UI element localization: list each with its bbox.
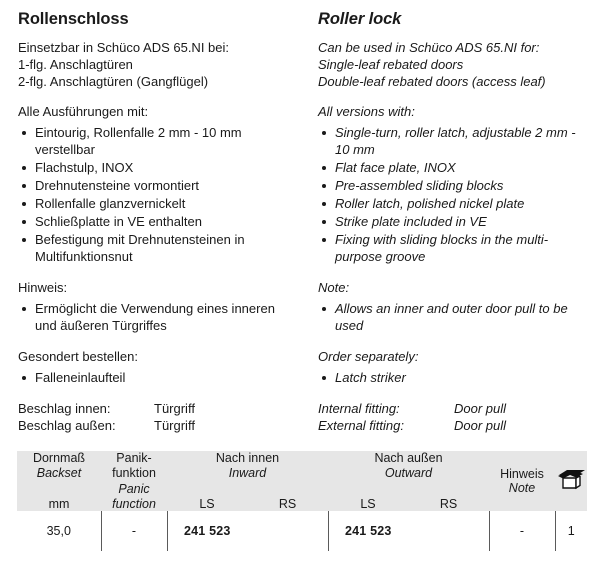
versions-list-de — [18, 124, 292, 265]
col-header-inward-rs: RS — [278, 496, 297, 511]
table-header — [17, 451, 587, 511]
order-list-de — [18, 369, 292, 386]
intro-line-de-1: Einsetzbar in Schüco ADS 65.NI bei: — [18, 40, 230, 56]
fitting-label: Beschlag innen: — [18, 401, 111, 417]
cell-backset: 35,0 — [17, 511, 101, 551]
col-header-outward-en: Outward — [384, 465, 433, 480]
note-label-de: Hinweis: — [18, 280, 68, 296]
intro-line-en-2: Single-leaf rebated doors — [318, 57, 464, 73]
table-row — [17, 511, 587, 551]
col-header-panic-function — [101, 451, 167, 511]
cell-outward-ls: 241 523 — [328, 511, 408, 551]
english-column — [300, 0, 600, 434]
page-title-de: Rollenschloss — [18, 10, 129, 28]
order-number-table — [17, 451, 587, 551]
table-header-row — [17, 451, 587, 511]
list-item: Flachstulp, INOX — [18, 159, 292, 176]
note-list-en — [318, 300, 592, 334]
list-item: Pre-assembled sliding blocks — [318, 177, 592, 194]
col-header-panic-de-1: Panik- — [116, 451, 152, 465]
col-header-note-en: Note — [508, 481, 536, 495]
cell-panic: - — [101, 511, 167, 551]
order-label-de: Gesondert bestellen: — [18, 349, 138, 365]
cell-outward-rs — [408, 511, 489, 551]
list-item: Ermöglicht die Verwendung eines inneren und äußeren Türgriffes — [18, 300, 292, 334]
col-header-backset-unit: mm — [48, 496, 70, 511]
fitting-label: External fitting: — [318, 418, 404, 434]
fitting-row-external-en — [318, 417, 592, 434]
order-list-en — [318, 369, 592, 386]
col-header-backset-en: Backset — [36, 465, 82, 480]
col-header-outward-ls: LS — [360, 496, 376, 511]
col-header-inward-en: Inward — [228, 465, 267, 480]
list-item: Flat face plate, INOX — [318, 159, 592, 176]
list-item: Rollenfalle glanzvernickelt — [18, 195, 292, 212]
col-header-panic-en-2: function — [112, 496, 156, 511]
intro-line-en-1: Can be used in Schüco ADS 65.NI for: — [318, 40, 540, 56]
cell-note: - — [489, 511, 555, 551]
list-item: Fixing with sliding blocks in the multi-purpose groove — [318, 231, 592, 265]
fitting-row-external-de — [18, 417, 292, 434]
fittings-de — [18, 400, 292, 434]
col-header-note — [489, 451, 555, 511]
col-header-backset — [17, 451, 101, 511]
fitting-label: Beschlag außen: — [18, 418, 116, 434]
cell-packaging: 1 — [555, 511, 587, 551]
table-body — [17, 511, 587, 551]
list-item: Falleneinlaufteil — [18, 369, 292, 386]
open-box-icon — [556, 467, 586, 495]
list-item: Drehnutensteine vormontiert — [18, 177, 292, 194]
col-header-outward — [328, 451, 489, 511]
versions-list-en — [318, 124, 592, 265]
list-item: Allows an inner and outer door pull to be used — [318, 300, 592, 334]
list-item: Roller latch, polished nickel plate — [318, 195, 592, 212]
list-item: Latch striker — [318, 369, 592, 386]
fitting-value: Türgriff — [154, 418, 195, 434]
fitting-value: Door pull — [454, 418, 507, 434]
note-label-en: Note: — [318, 280, 350, 296]
cell-inward-ls: 241 523 — [167, 511, 247, 551]
fitting-row-internal-en — [318, 400, 592, 417]
col-header-inward — [167, 451, 328, 511]
col-header-packaging — [555, 451, 587, 511]
fitting-value: Door pull — [454, 401, 507, 417]
list-item: Schließplatte in VE enthalten — [18, 213, 292, 230]
intro-line-en-3: Double-leaf rebated doors (access leaf) — [318, 74, 546, 90]
intro-line-de-2: 1-flg. Anschlagtüren — [18, 57, 133, 73]
col-header-panic-en-1: Panic — [118, 482, 150, 496]
versions-label-de: Alle Ausführungen mit: — [18, 104, 149, 120]
list-item: Single-turn, roller latch, adjustable 2 mm - 10 mm — [318, 124, 592, 158]
intro-en — [318, 39, 592, 90]
intro-de — [18, 39, 292, 90]
list-item: Eintourig, Rollenfalle 2 mm - 10 mm verstellbar — [18, 124, 292, 158]
fittings-en — [318, 400, 592, 434]
fitting-value: Türgriff — [154, 401, 195, 417]
col-header-note-de: Hinweis — [500, 466, 544, 481]
col-header-outward-rs: RS — [439, 496, 458, 511]
order-number-table-wrapper — [17, 451, 587, 551]
fitting-row-internal-de — [18, 400, 292, 417]
german-column — [0, 0, 300, 434]
col-header-backset-de: Dornmaß — [32, 451, 86, 465]
fitting-label: Internal fitting: — [318, 401, 400, 417]
versions-label-en: All versions with: — [318, 104, 415, 120]
col-header-inward-de: Nach innen — [215, 451, 280, 465]
list-item: Strike plate included in VE — [318, 213, 592, 230]
intro-line-de-3: 2-flg. Anschlagtüren (Gangflügel) — [18, 74, 209, 90]
col-header-inward-ls: LS — [199, 496, 215, 511]
list-item: Befestigung mit Drehnutensteinen in Multifunktionsnut — [18, 231, 292, 265]
cell-inward-rs — [247, 511, 328, 551]
page-title-en: Roller lock — [318, 10, 402, 28]
note-list-de — [18, 300, 292, 334]
col-header-outward-de: Nach außen — [374, 451, 443, 465]
col-header-panic-de-2: funktion — [112, 465, 156, 480]
order-label-en: Order separately: — [318, 349, 419, 365]
